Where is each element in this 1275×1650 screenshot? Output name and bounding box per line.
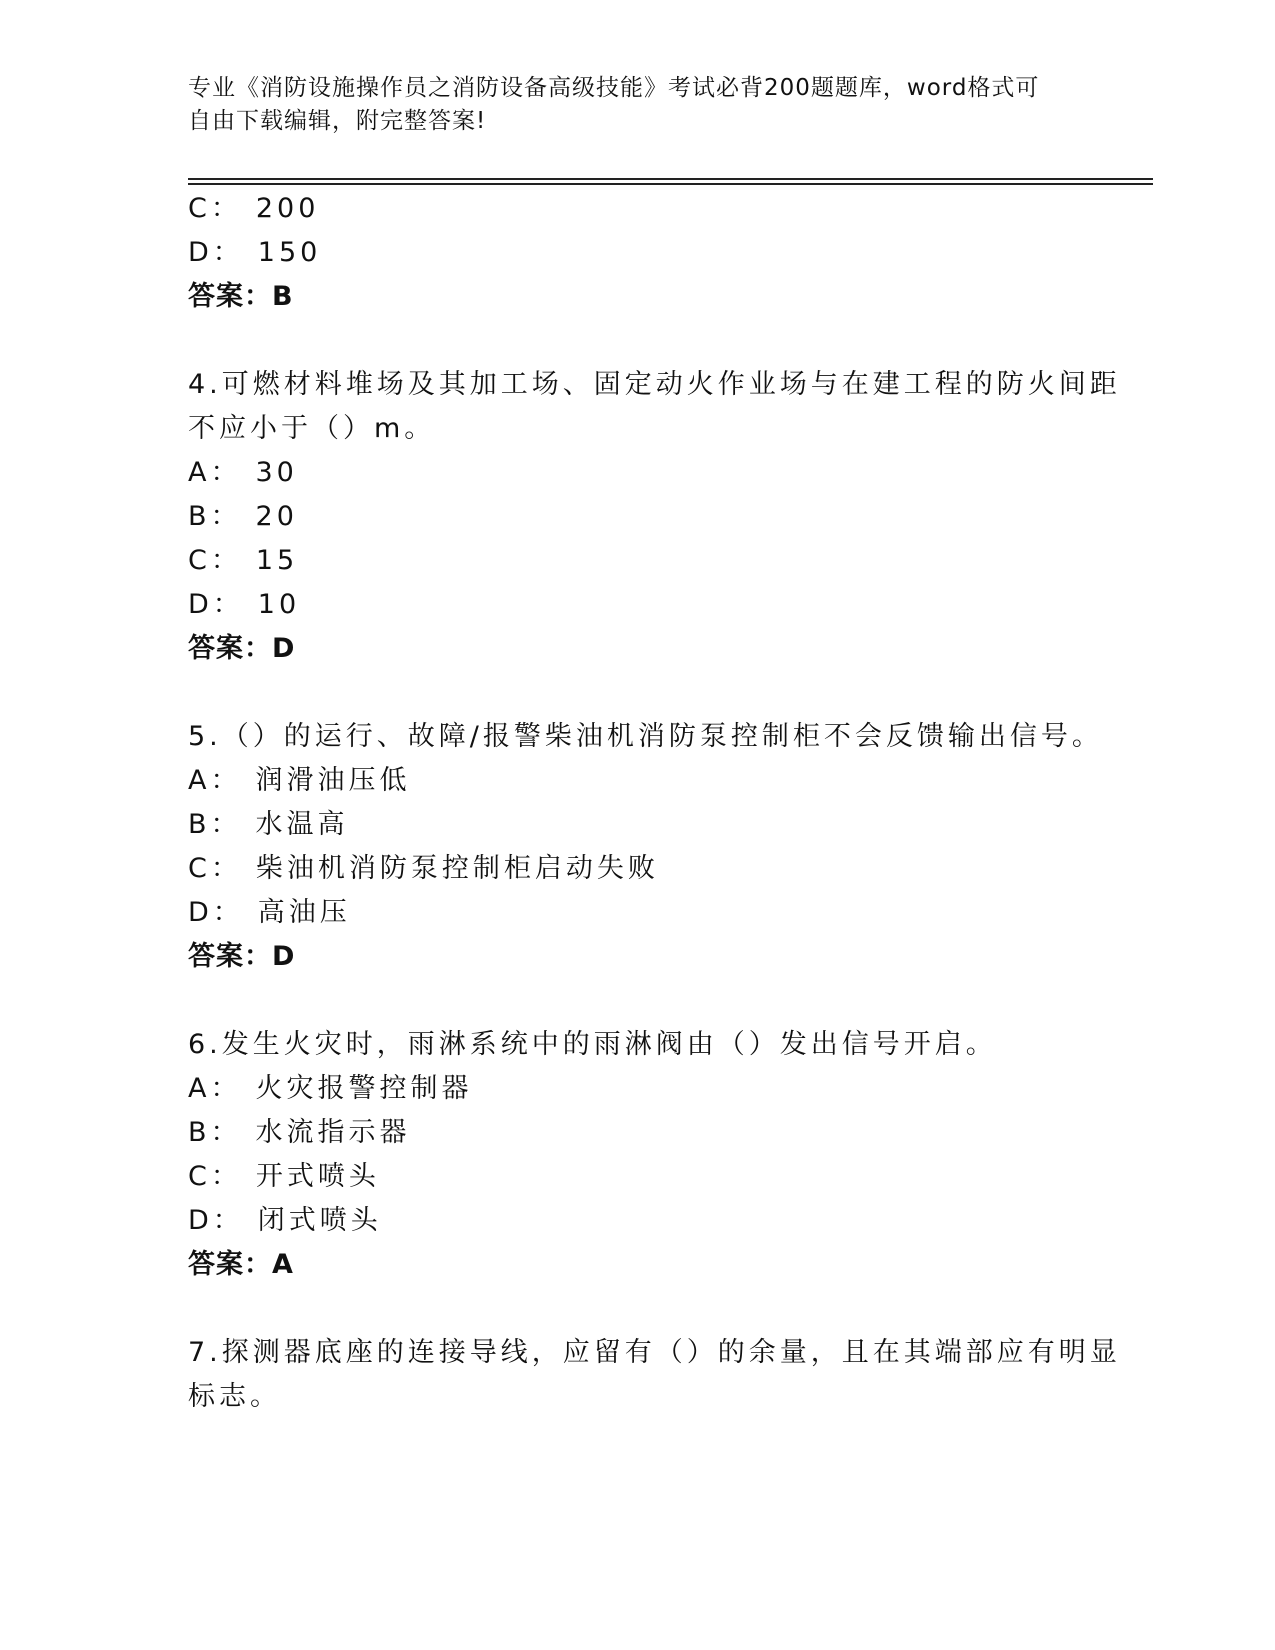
question-6-option-c: C： 开式喷头 bbox=[188, 1161, 380, 1192]
header-divider-bottom bbox=[188, 183, 1153, 185]
header-divider-top bbox=[188, 178, 1153, 180]
question-5-option-c: C： 柴油机消防泵控制柜启动失败 bbox=[188, 853, 659, 884]
question-4-answer: 答案：D bbox=[188, 633, 296, 664]
question-5-option-d: D： 高油压 bbox=[188, 897, 351, 928]
question-7-text-line-2: 标志。 bbox=[188, 1381, 281, 1412]
option-prev-d: D： 150 bbox=[188, 237, 322, 268]
question-4-option-a: A： 30 bbox=[188, 457, 298, 488]
header-line-2: 自由下载编辑，附完整答案! bbox=[188, 108, 487, 134]
header-line-1: 专业《消防设施操作员之消防设备高级技能》考试必背200题题库，word格式可 bbox=[188, 75, 1040, 101]
question-4-option-b: B： 20 bbox=[188, 501, 298, 532]
question-4-text-line-2: 不应小于（）m。 bbox=[188, 413, 436, 444]
question-5-option-b: B： 水温高 bbox=[188, 809, 349, 840]
question-4-option-c: C： 15 bbox=[188, 545, 299, 576]
question-6-text-line-1: 6.发生火灾时，雨淋系统中的雨淋阀由（）发出信号开启。 bbox=[188, 1029, 997, 1060]
question-6-option-a: A： 火灾报警控制器 bbox=[188, 1073, 473, 1104]
question-6-option-d: D： 闭式喷头 bbox=[188, 1205, 382, 1236]
question-7-text-line-1: 7.探测器底座的连接导线，应留有（）的余量，且在其端部应有明显 bbox=[188, 1337, 1121, 1368]
question-5-text-line-1: 5.（）的运行、故障/报警柴油机消防泵控制柜不会反馈输出信号。 bbox=[188, 721, 1103, 752]
question-5-option-a: A： 润滑油压低 bbox=[188, 765, 411, 796]
question-4-option-d: D： 10 bbox=[188, 589, 301, 620]
document-header bbox=[188, 72, 1068, 138]
question-6-answer: 答案：A bbox=[188, 1249, 294, 1280]
answer-prev: 答案：B bbox=[188, 281, 294, 312]
question-6-option-b: B： 水流指示器 bbox=[188, 1117, 411, 1148]
question-4-text-line-1: 4.可燃材料堆场及其加工场、固定动火作业场与在建工程的防火间距 bbox=[188, 369, 1121, 400]
question-5-answer: 答案：D bbox=[188, 941, 296, 972]
option-prev-c: C： 200 bbox=[188, 193, 320, 224]
